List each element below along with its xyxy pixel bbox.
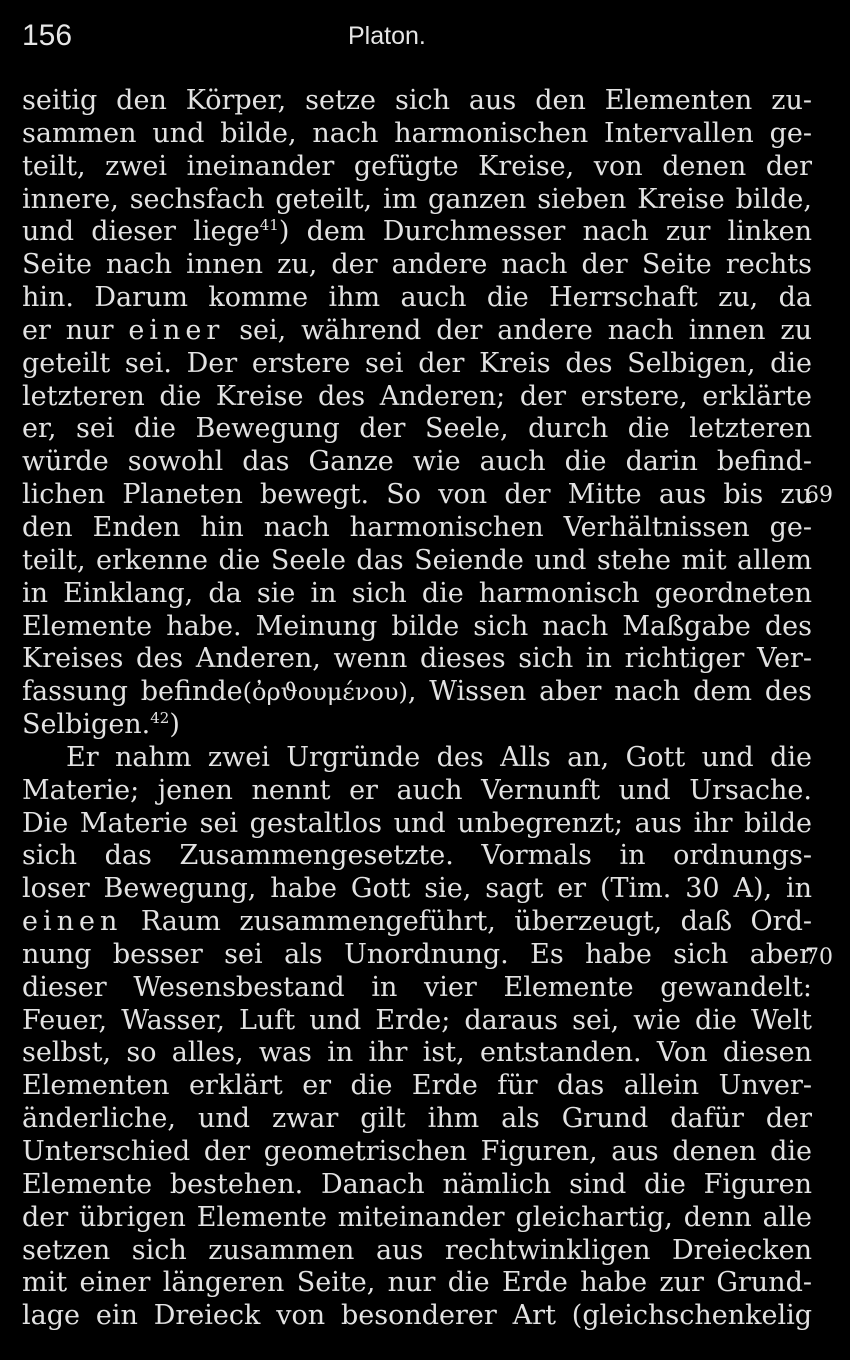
text-line: teilt, erkenne die Seele das Seiende und stehe mit allem (22, 544, 812, 576)
text-line: änderliche, und zwar gilt ihm als Grund dafür der (22, 1103, 812, 1135)
text-span: und dieser liege (22, 216, 260, 248)
text-line: den Enden hin nach harmonischen Verhältnissen ge- (22, 511, 812, 543)
text-line (22, 708, 812, 741)
text-line: er, sei die Bewegung der Seele, durch die letzteren (22, 413, 812, 445)
text-span: fassung befinde (22, 676, 243, 708)
text-span: Raum zusammengeführt, überzeugt, daß Ord- (140, 906, 812, 938)
text-line: Er nahm zwei Urgründe des Alls an, Gott und die (66, 741, 812, 773)
text-line: Kreises des Anderen, wenn dieses sich in richtiger Ver- (22, 643, 812, 675)
greek-term: (ὀρϑουμένου) (242, 678, 408, 707)
text-span: sei, während der andere nach innen zu (239, 314, 812, 346)
spaced-emphasis: einen (22, 906, 123, 938)
text-line: hin. Darum komme ihm auch die Herrschaft zu, da (22, 282, 812, 314)
text-line: lichen Planeten bewegt. So von der Mitte aus bis zu (22, 479, 812, 511)
body-text (22, 84, 812, 1332)
text-line: loser Bewegung, habe Gott sie, sagt er (Tim. 30 A), in (22, 873, 812, 905)
text-line: der übrigen Elemente miteinander gleichartig, denn alle (22, 1201, 812, 1233)
text-line: Materie; jenen nennt er auch Vernunft und Ursache. (22, 774, 812, 806)
text-line: mit einer längeren Seite, nur die Erde habe zur Grund- (22, 1267, 812, 1299)
text-span: ) (169, 709, 180, 741)
text-line: Feuer, Wasser, Luft und Erde; daraus sei, wie die Welt (22, 1004, 812, 1036)
text-line: sammen und bilde, nach harmonischen Intervallen ge- (22, 117, 812, 149)
text-line: würde sowohl das Ganze wie auch die darin befind- (22, 446, 812, 478)
text-line: geteilt sei. Der erstere sei der Kreis des Selbigen, die (22, 347, 812, 379)
text-line (22, 905, 812, 938)
text-line: letzteren die Kreise des Anderen; der erstere, erklärte (22, 380, 812, 412)
text-line: lage ein Dreieck von besonderer Art (gleichschenkelig (22, 1300, 812, 1332)
text-line: Elementen erklärt er die Erde für das allein Unver- (22, 1070, 812, 1102)
text-line: innere, sechsfach geteilt, im ganzen sieben Kreise bilde, (22, 183, 812, 215)
footnote-ref-42: 42 (150, 709, 170, 728)
text-span: ) dem Durchmesser nach zur linken (278, 216, 812, 248)
text-line: Die Materie sei gestaltlos und unbegrenzt; aus ihr bilde (22, 807, 812, 839)
text-line: seitig den Körper, setze sich aus den Elementen zu- (22, 85, 812, 116)
text-line: selbst, so alles, was in ihr ist, entstanden. Von diesen (22, 1037, 812, 1069)
text-line: Elemente habe. Meinung bilde sich nach Maßgabe des (22, 610, 812, 642)
text-line: teilt, zwei ineinander gefügte Kreise, von denen der (22, 150, 812, 182)
margin-number-70: 70 (805, 945, 833, 970)
spaced-emphasis: einer (128, 314, 225, 346)
running-title: Platon. (348, 22, 426, 50)
text-line (22, 314, 812, 347)
text-span: , Wissen aber nach dem des (407, 676, 812, 708)
text-line: in Einklang, da sie in sich die harmonisch geordneten (22, 577, 812, 609)
text-line (22, 215, 812, 248)
text-line (22, 675, 812, 708)
text-line: sich das Zusammengesetzte. Vormals in ordnungs- (22, 840, 812, 872)
footnote-ref-41: 41 (259, 216, 279, 235)
text-line: nung besser sei als Unordnung. Es habe sich aber (22, 938, 812, 970)
text-line: Unterschied der geometrischen Figuren, aus denen die (22, 1136, 812, 1167)
page-number: 156 (22, 19, 73, 52)
text-line: Seite nach innen zu, der andere nach der Seite rechts (22, 249, 812, 281)
text-span: Selbigen. (22, 709, 151, 741)
margin-number-69: 69 (805, 483, 833, 508)
page-header (22, 16, 822, 56)
text-line: Elemente bestehen. Danach nämlich sind die Figuren (22, 1168, 812, 1200)
text-span: er nur (22, 314, 114, 346)
text-line: setzen sich zusammen aus rechtwinkligen Dreiecken (22, 1234, 812, 1266)
text-line: dieser Wesensbestand in vier Elemente gewandelt: (22, 971, 812, 1003)
